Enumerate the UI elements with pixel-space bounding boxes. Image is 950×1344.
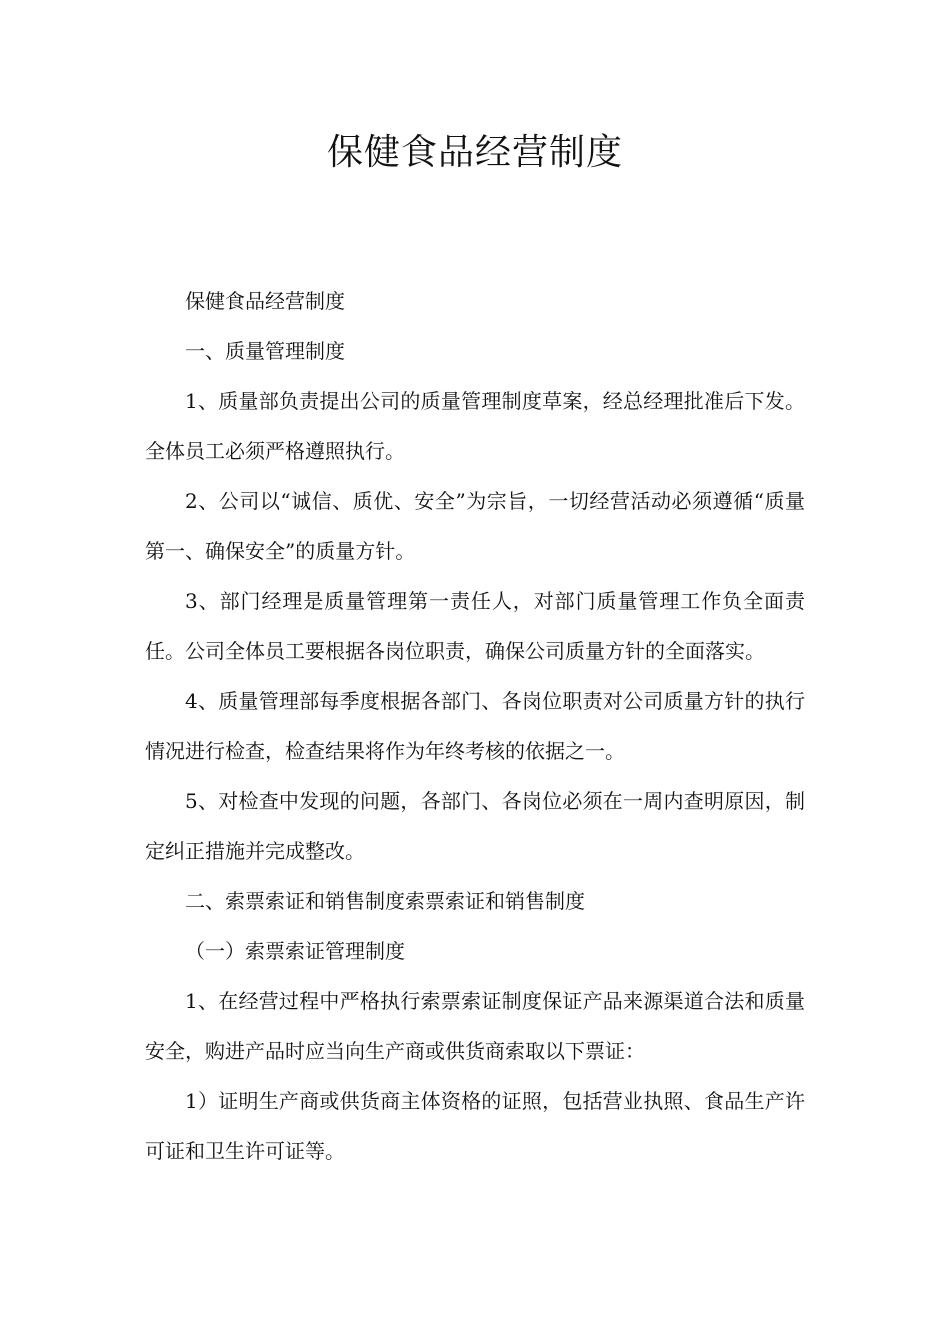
paragraph: 4、质量管理部每季度根据各部门、各岗位职责对公司质量方针的执行情况进行检查，检查结果将作为年终考核的依据之一。 (145, 689, 805, 763)
paragraph: 1、在经营过程中严格执行索票索证制度保证产品来源渠道合法和质量安全，购进产品时应当向生产商或供货商索取以下票证： (145, 989, 805, 1063)
document-body (145, 276, 805, 1176)
body-heading: 保健食品经营制度 (185, 289, 345, 313)
paragraph: 1）证明生产商或供货商主体资格的证照，包括营业执照、食品生产许可证和卫生许可证等。 (145, 1089, 805, 1163)
paragraph: 2、公司以“诚信、质优、安全”为宗旨，一切经营活动必须遵循“质量第一、确保安全”的质量方针。 (145, 489, 805, 563)
document-title: 保健食品经营制度 (326, 132, 623, 173)
paragraph: 3、部门经理是质量管理第一责任人，对部门质量管理工作负全面责任。公司全体员工要根据各岗位职责，确保公司质量方针的全面落实。 (145, 589, 805, 663)
subsection-heading: （一）索票索证管理制度 (185, 939, 405, 963)
paragraph: 1、质量部负责提出公司的质量管理制度草案，经总经理批准后下发。全体员工必须严格遵照执行。 (145, 389, 805, 463)
section-heading-invoice: 二、索票索证和销售制度索票索证和销售制度 (185, 889, 585, 913)
paragraph: 5、对检查中发现的问题，各部门、各岗位必须在一周内查明原因，制定纠正措施并完成整改。 (145, 789, 805, 863)
section-heading-quality: 一、质量管理制度 (185, 339, 345, 363)
